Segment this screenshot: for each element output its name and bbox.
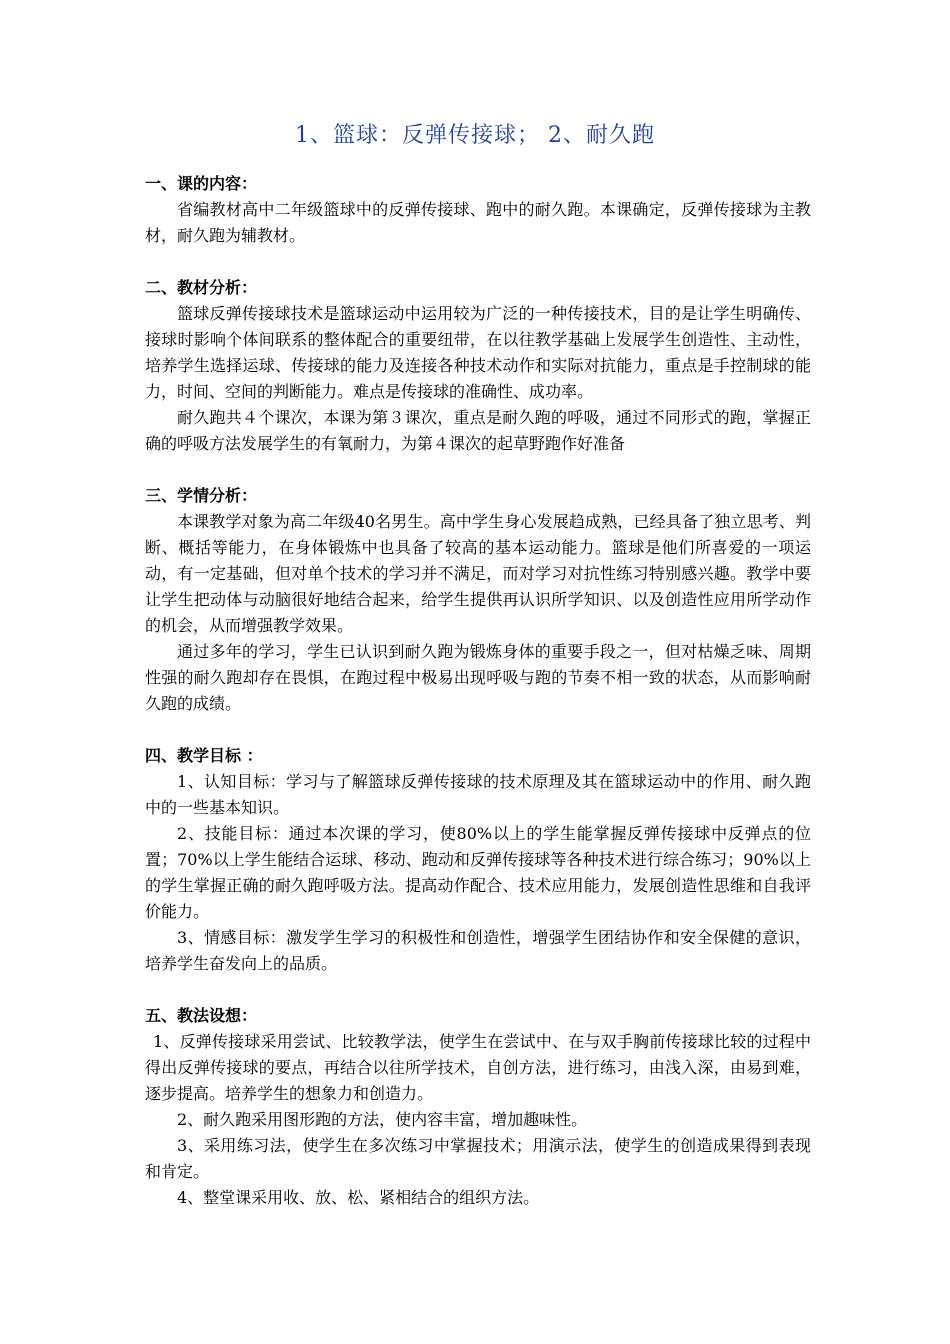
section-student-analysis — [145, 483, 811, 717]
section-teaching-methods — [145, 1003, 811, 1211]
section-material-analysis — [145, 275, 811, 457]
section-heading: 五、教法设想： — [145, 1006, 258, 1025]
paragraph: 4、整堂课采用收、放、松、紧相结合的组织方法。 — [177, 1188, 540, 1207]
document-body — [145, 171, 811, 1237]
paragraph: 篮球反弹传接球技术是篮球运动中运用较为广泛的一种传接技术，目的是让学生明确传、接球时影响个体间联系的整体配合的重要纽带，在以往教学基础上发展学生创造性、主动性，培养学生选择运球、传接球的能力及连接各种技术动作和实际对抗能力，重点是手控制球的能力，时间、空间的判断能力。难点是传接球的准确性、成功率。 — [145, 304, 811, 401]
section-course-content — [145, 171, 811, 249]
paragraph: 本课教学对象为高二年级40名男生。高中学生身心发展趋成熟，已经具备了独立思考、判断、概括等能力，在身体锻炼中也具备了较高的基本运动能力。篮球是他们所喜爱的一项运动，有一定基础，但对单个技术的学习并不满足，而对学习对抗性练习特别感兴趣。教学中要让学生把动体与动脑很好地结合起来，给学生提供再认识所学知识、以及创造性应用所学动作的机会，从而增强教学效果。 — [145, 512, 811, 635]
section-teaching-goals — [145, 743, 811, 977]
paragraph: 2、技能目标：通过本次课的学习，使80%以上的学生能掌握反弹传接球中反弹点的位置；70%以上学生能结合运球、移动、跑动和反弹传接球等各种技术进行综合练习；90%以上的学生掌握正确的耐久跑呼吸方法。提高动作配合、技术应用能力，发展创造性思维和自我评价能力。 — [145, 824, 811, 921]
paragraph: 3、情感目标：激发学生学习的积极性和创造性，增强学生团结协作和安全保健的意识，培养学生奋发向上的品质。 — [145, 928, 811, 973]
section-heading: 四、教学目标 ： — [145, 746, 263, 765]
paragraph: 1、认知目标：学习与了解篮球反弹传接球的技术原理及其在篮球运动中的作用、耐久跑中的一些基本知识。 — [145, 772, 811, 817]
paragraph: 耐久跑共４个课次，本课为第３课次，重点是耐久跑的呼吸，通过不同形式的跑，掌握正确的呼吸方法发展学生的有氧耐力，为第４课次的起草野跑作好准备 — [145, 408, 811, 453]
paragraph: 省编教材高中二年级篮球中的反弹传接球、跑中的耐久跑。本课确定，反弹传接球为主教材，耐久跑为辅教材。 — [145, 200, 811, 245]
section-heading: 一、课的内容： — [145, 174, 258, 193]
section-heading: 二、教材分析： — [145, 278, 258, 297]
section-heading: 三、学情分析： — [145, 486, 258, 505]
paragraph: 通过多年的学习，学生已认识到耐久跑为锻炼身体的重要手段之一，但对枯燥乏味、周期性强的耐久跑却存在畏惧，在跑过程中极易出现呼吸与跑的节奏不相一致的状态，从而影响耐久跑的成绩。 — [145, 642, 811, 713]
paragraph: 2、耐久跑采用图形跑的方法，使内容丰富，增加趣味性。 — [177, 1110, 588, 1129]
document-title: 1、篮球：反弹传接球； 2、耐久跑 — [295, 123, 655, 148]
paragraph: 1、反弹传接球采用尝试、比较教学法，使学生在尝试中、在与双手胸前传接球比较的过程中得出反弹传接球的要点，再结合以往所学技术，自创方法，进行练习，由浅入深，由易到难，逐步提高。培养学生的想象力和创造力。 — [145, 1032, 811, 1103]
paragraph: 3、采用练习法，使学生在多次练习中掌握技术；用演示法，使学生的创造成果得到表现和肯定。 — [145, 1136, 811, 1181]
